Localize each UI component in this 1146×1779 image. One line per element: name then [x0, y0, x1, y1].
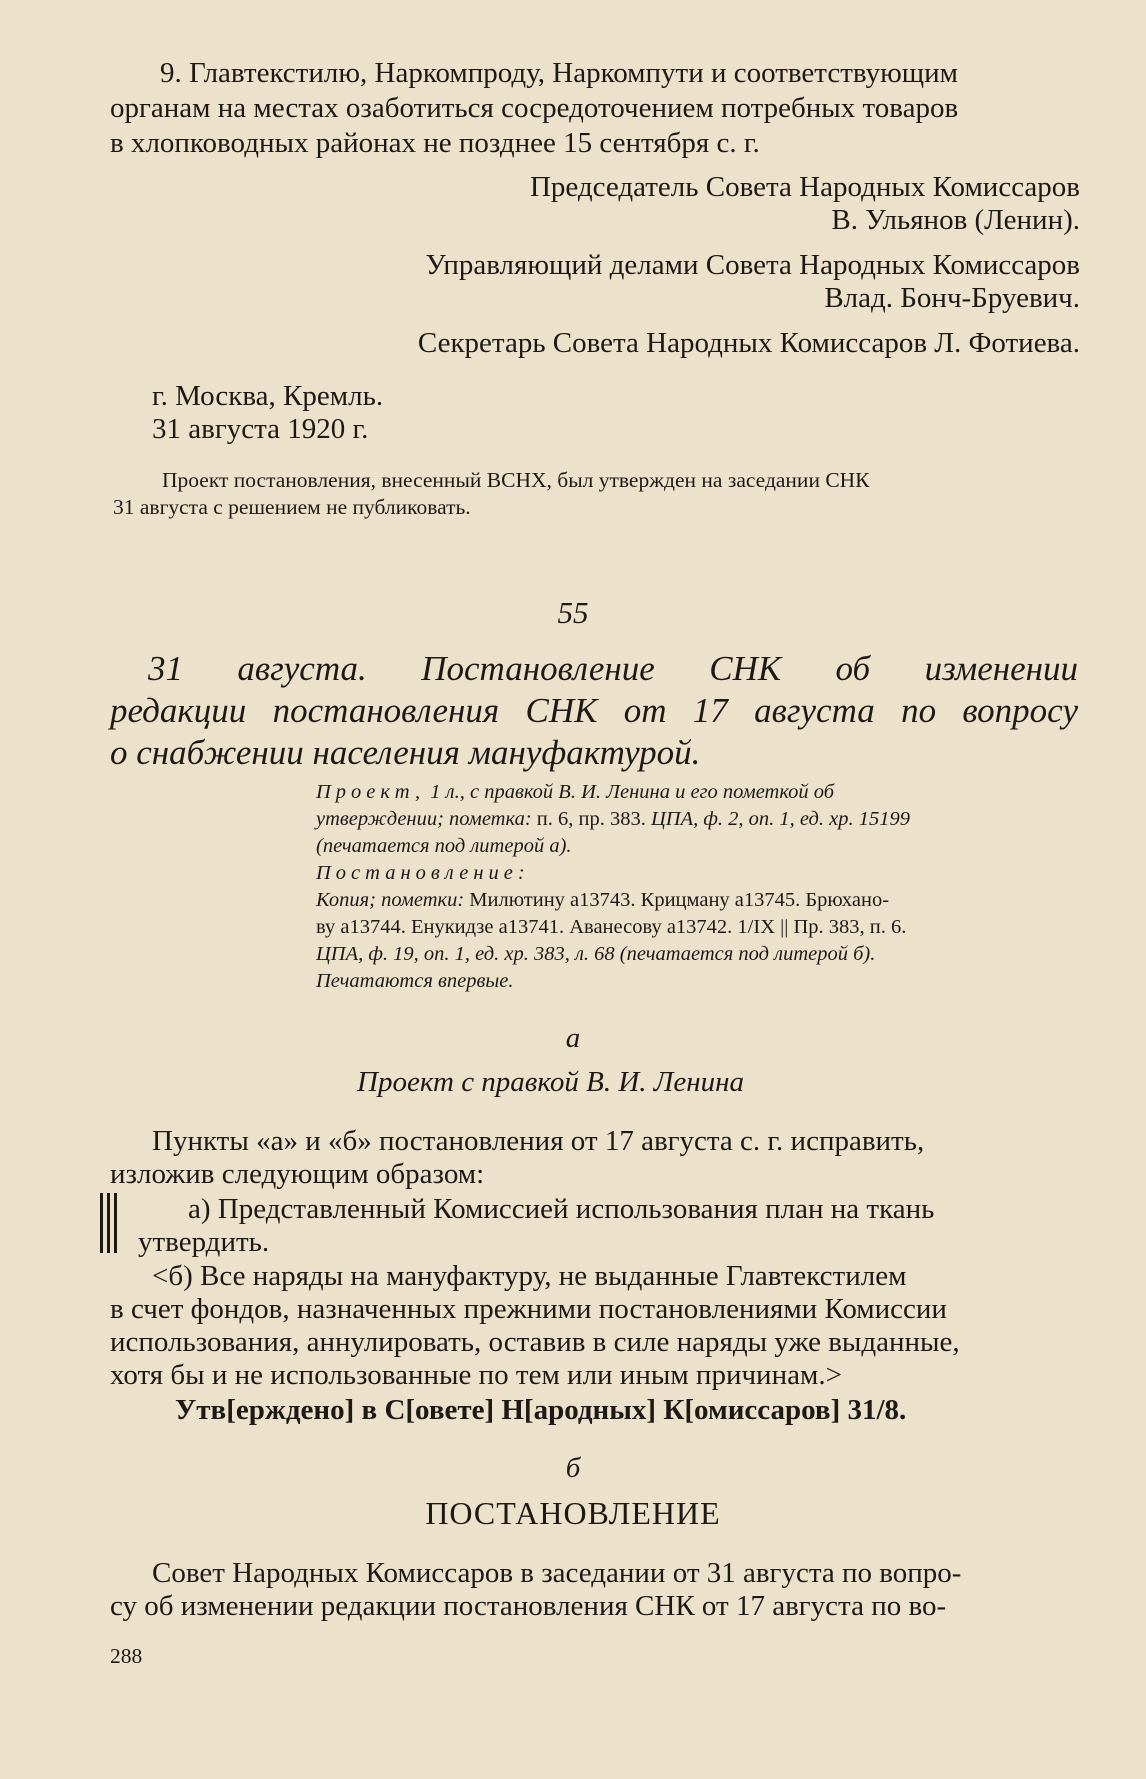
part-b-line-2: су об изменении редакции постановления СНК от 17 августа по во-: [110, 1590, 947, 1622]
archive-post-line-2: ву а13744. Енукидзе а13741. Аванесову а13742. 1/IX || Пр. 383, п. 6.: [316, 916, 907, 938]
chair-name: В. Ульянов (Ленин).: [831, 204, 1080, 236]
manager-name: Влад. Бонч-Бруевич.: [824, 282, 1080, 314]
chair-title: Председатель Совета Народных Комиссаров: [529, 171, 1080, 203]
archive-proekt-label: Проект,: [316, 781, 426, 803]
part-a-line-5: <б) Все наряды на мануфактуру, не выданные Главтекстилем: [152, 1260, 907, 1292]
place-date: 31 августа 1920 г.: [152, 413, 369, 445]
part-a-subtitle: Проект с правкой В. И. Ленина: [357, 1066, 745, 1098]
archive-post-line-1: Копия; пометки: Милютину а13743. Крицману а13745. Брюхано-: [316, 889, 890, 911]
page-number: 288: [110, 1644, 143, 1668]
place-city: г. Москва, Кремль.: [152, 380, 384, 412]
archive-proekt-line-3: (печатается под литерой а).: [316, 835, 572, 857]
part-b-heading: ПОСТАНОВЛЕНИЕ: [425, 1495, 721, 1531]
section-title-line-2: редакции постановления СНК от 17 августа по вопросу: [110, 691, 1078, 730]
footnote-line-2: 31 августа с решением не публиковать.: [113, 495, 471, 519]
part-a-approved: Утв[ерждено] в С[овете] Н[ародных] К[омиссаров] 31/8.: [175, 1394, 907, 1426]
section-number: 55: [557, 595, 589, 630]
part-b-letter: б: [565, 1452, 581, 1484]
part-a-line-2: изложив следующим образом:: [110, 1158, 485, 1190]
secretary-signature: Секретарь Совета Народных Комиссаров Л. Фотиева.: [417, 327, 1080, 359]
part-a-line-4: утвердить.: [138, 1226, 270, 1258]
part-a-line-7: использования, аннулировать, оставив в силе наряды уже выданные,: [110, 1326, 960, 1358]
archive-post-label: Постановление:: [316, 862, 530, 884]
part-a-line-6: в счет фондов, назначенных прежними постановлениями Комиссии: [110, 1293, 947, 1325]
item-9-line-2: органам на местах озаботиться сосредоточением потребных товаров: [110, 92, 959, 124]
footnote-line-1: Проект постановления, внесенный ВСНХ, был утвержден на заседании СНК: [162, 468, 870, 492]
archive-proekt-line-2: утверждении; пометка: п. 6, пр. 383. ЦПА, ф. 2, оп. 1, ед. хр. 15199: [316, 808, 910, 830]
archive-post-line-3: ЦПА, ф. 19, оп. 1, ед. хр. 383, л. 68 (печатается под литерой б).: [316, 943, 876, 965]
archive-printed-first: Печатаются впервые.: [316, 970, 514, 992]
item-9-line-1: 9. Главтекстилю, Наркомпроду, Наркомпути и соответствующим: [160, 57, 958, 89]
part-a-line-3: а) Представленный Комиссией использования план на ткань: [188, 1193, 935, 1225]
part-a-letter: а: [565, 1022, 581, 1054]
part-a-line-8: хотя бы и не использованные по тем или иным причинам.>: [110, 1359, 842, 1391]
archive-proekt-line-1: [316, 779, 834, 805]
part-b-line-1: Совет Народных Комиссаров в заседании от 31 августа по вопро-: [152, 1557, 962, 1589]
margin-bars-mark: [100, 1193, 118, 1253]
manager-title: Управляющий делами Совета Народных Комиссаров: [425, 249, 1080, 281]
part-a-line-1: Пункты «а» и «б» постановления от 17 августа с. г. исправить,: [152, 1125, 925, 1157]
item-9-line-3: в хлопководных районах не позднее 15 сентября с. г.: [110, 127, 760, 159]
archive-proekt-desc: 1 л., с правкой В. И. Ленина и его пометкой об: [430, 781, 835, 803]
section-title-line-1: 31 августа. Постановление СНК об изменении: [148, 649, 1078, 688]
section-title-line-3: о снабжении населения мануфактурой.: [110, 733, 701, 772]
